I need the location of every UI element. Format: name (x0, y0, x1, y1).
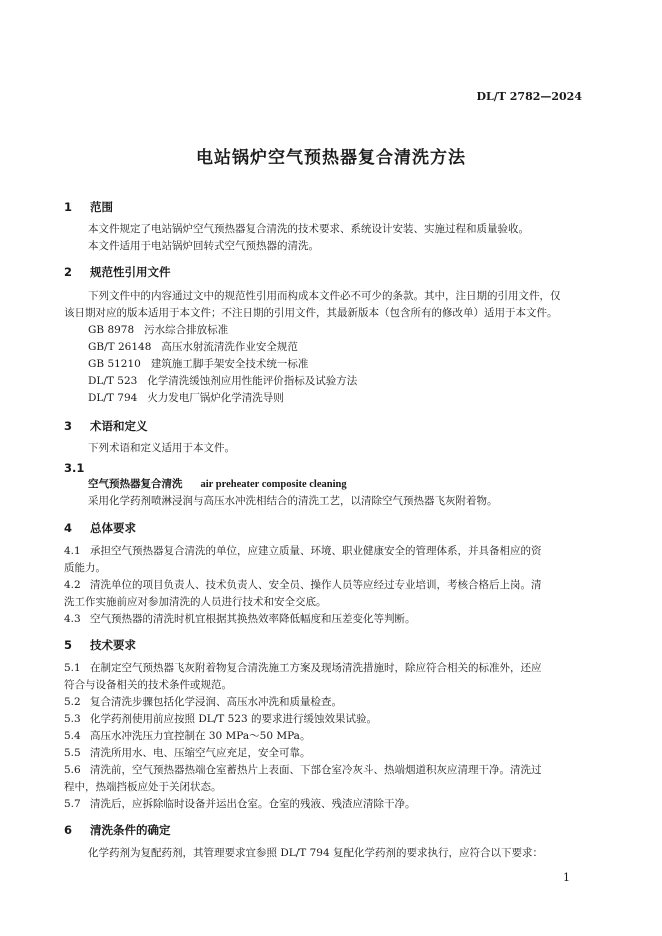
clause-text: 清洗后，应拆除临时设备并运出仓室。仓室的残液、残渣应清除干净。 (90, 798, 416, 810)
standard-number: DL/T 2782—2024 (476, 90, 582, 103)
clause-continued: 洗工作实施前应对参加清洗的人员进行技术和安全交底。 (64, 596, 327, 608)
paragraph: 本文件适用于电站锅炉回转式空气预热器的清洗。 (88, 240, 319, 252)
reference-item (88, 339, 298, 356)
clause (64, 728, 310, 745)
clause (64, 694, 342, 711)
section-number: 2 (64, 265, 73, 279)
clause-number: 5.4 (64, 730, 81, 742)
clause-text: 高压水冲洗压力宜控制在 30 MPa～50 MPa。 (90, 730, 311, 742)
clause-number: 5.7 (64, 798, 81, 810)
paragraph-continued: 该日期对应的版本适用于本文件；不注日期的引用文件，其最新版本（包含所有的修改单）适用于本文件。 (64, 307, 558, 319)
reference-title: 高压水射流清洗作业安全规范 (161, 341, 298, 353)
section-title: 规范性引用文件 (90, 265, 171, 279)
section-title: 术语和定义 (90, 419, 148, 433)
section-title: 清洗条件的确定 (90, 823, 171, 837)
section-number: 6 (64, 823, 73, 837)
page-number: 1 (563, 871, 570, 884)
paragraph: 本文件规定了电站锅炉空气预热器复合清洗的技术要求、系统设计安装、实施过程和质量验收。 (88, 223, 529, 235)
section-number: 5 (64, 638, 73, 652)
term-english: air preheater composite cleaning (200, 479, 347, 490)
clause-text: 清洗前，空气预热器热端仓室蓄热片上表面、下部仓室冷灰斗、热端烟道积灰应清理干净。清洗过 (90, 764, 542, 776)
section-3-heading (64, 418, 148, 434)
reference-code: DL/T 794 (88, 392, 138, 404)
reference-item (88, 356, 308, 373)
reference-item (88, 322, 228, 339)
clause-text: 空气预热器的清洗时机宜根据其换热效率降低幅度和压差变化等判断。 (90, 613, 416, 625)
section-5-heading (64, 637, 136, 653)
clause-number: 5.6 (64, 764, 81, 776)
paragraph: 化学药剂为复配药剂，其管理要求宜参照 DL/T 794 复配化学药剂的要求执行，应符合以下要求： (88, 847, 543, 859)
reference-code: DL/T 523 (88, 375, 138, 387)
clause-text: 在制定空气预热器飞灰附着物复合清洗施工方案及现场清洗措施时，除应符合相关的标准外，还应 (90, 662, 542, 674)
term-entry (88, 476, 347, 493)
clause-continued: 符合与设备相关的技术条件或规范。 (64, 679, 232, 691)
clause-continued: 程中，热端挡板应处于关闭状态。 (64, 781, 222, 793)
reference-code: GB 8978 (88, 324, 135, 336)
reference-item (88, 373, 357, 390)
clause (64, 796, 416, 813)
section-title: 范围 (90, 200, 113, 214)
section-4-heading (64, 520, 136, 536)
section-2-heading (64, 264, 171, 280)
clause-number: 5.2 (64, 696, 81, 708)
clause-number: 4.3 (64, 613, 81, 625)
section-title: 技术要求 (90, 638, 136, 652)
clause-text: 清洗单位的项目负责人、技术负责人、安全员、操作人员等应经过专业培训，考核合格后上岗。清 (90, 579, 542, 591)
section-number: 4 (64, 521, 73, 535)
clause (64, 660, 542, 677)
paragraph: 下列术语和定义适用于本文件。 (88, 442, 235, 454)
clause (64, 711, 377, 728)
section-number: 1 (64, 200, 73, 214)
clause (64, 611, 416, 628)
term-chinese: 空气预热器复合清洗 (88, 478, 183, 490)
reference-code: GB/T 26148 (88, 341, 152, 353)
term-definition: 采用化学药剂喷淋浸润与高压水冲洗相结合的清洗工艺，以清除空气预热器飞灰附着物。 (88, 495, 498, 507)
clause-text: 复合清洗步骤包括化学浸润、高压水冲洗和质量检查。 (90, 696, 342, 708)
clause-text: 清洗所用水、电、压缩空气应充足，安全可靠。 (90, 747, 311, 759)
clause (64, 577, 542, 594)
clause (64, 762, 542, 779)
reference-title: 火力发电厂锅炉化学清洗导则 (147, 392, 284, 404)
clause-number: 4.2 (64, 579, 81, 591)
document-title: 电站锅炉空气预热器复合清洗方法 (196, 148, 466, 168)
reference-title: 化学清洗缓蚀剂应用性能评价指标及试验方法 (147, 375, 358, 387)
clause-number: 4.1 (64, 545, 81, 557)
section-1-heading (64, 199, 113, 215)
paragraph: 下列文件中的内容通过文中的规范性引用而构成本文件必不可少的条款。其中，注日期的引用文件，仅 (88, 290, 561, 302)
clause-text: 承担空气预热器复合清洗的单位，应建立质量、环境、职业健康安全的管理体系，并具备相应的资 (90, 545, 542, 557)
reference-title: 污水综合排放标准 (144, 324, 229, 336)
clause (64, 543, 542, 560)
clause (64, 745, 311, 762)
clause-text: 化学药剂使用前应按照 DL/T 523 的要求进行缓蚀效果试验。 (90, 713, 377, 725)
reference-code: GB 51210 (88, 358, 141, 370)
term-number: 3.1 (64, 461, 85, 475)
clause-number: 5.3 (64, 713, 81, 725)
clause-continued: 质能力。 (64, 562, 106, 574)
section-number: 3 (64, 419, 73, 433)
section-title: 总体要求 (90, 521, 136, 535)
section-6-heading (64, 822, 171, 838)
clause-number: 5.1 (64, 662, 81, 674)
clause-number: 5.5 (64, 747, 81, 759)
reference-title: 建筑施工脚手架安全技术统一标准 (150, 358, 309, 370)
reference-item (88, 390, 284, 407)
